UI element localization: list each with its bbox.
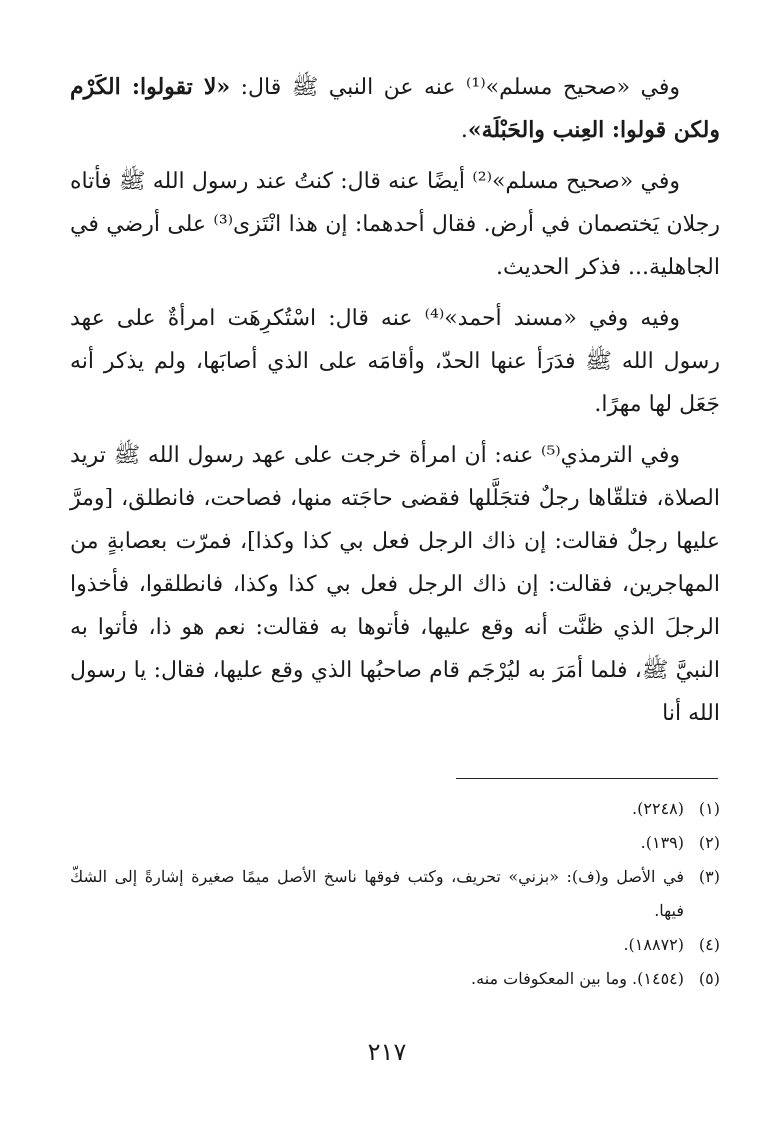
footnote-text: (٢٢٤٨). — [632, 799, 684, 818]
paragraph-1-intro: وفي «صحيح مسلم»⁽¹⁾ عنه عن النبي ﷺ قال: — [230, 75, 681, 100]
paragraph-1 — [70, 66, 720, 152]
page-body — [70, 66, 720, 743]
paragraph-1-end: . — [460, 118, 468, 143]
footnote-text: (١٣٩). — [640, 833, 684, 852]
page-number: ٢١٧ — [367, 1038, 407, 1066]
footnote-number: (٣) — [698, 867, 720, 886]
footnote-1 — [70, 792, 720, 826]
footnote-text: (١٨٨٧٢). — [623, 935, 684, 954]
paragraph-2: وفي «صحيح مسلم»⁽²⁾ أيضًا عنه قال: كنتُ عند رسول الله ﷺ فأتاه رجلان يَختصمان في أرض. فقال أحدهما: إن هذا انْتَزى⁽³⁾ على أرضي في الجاهلية... فذكر الحديث. — [70, 169, 720, 280]
footnote-text: (١٤٥٤). وما بين المعكوفات منه. — [471, 969, 684, 988]
footnote-separator — [456, 778, 718, 779]
footnote-number: (١) — [698, 799, 720, 818]
footnote-3 — [70, 860, 720, 928]
footnote-number: (٥) — [698, 969, 720, 988]
paragraph-4: وفي الترمذي⁽⁵⁾ عنه: أن امرأة خرجت على عهد رسول الله ﷺ تريد الصلاة، فتلقّاها رجلٌ فتجَلَّلها فقضى حاجَته منها، فصاحت، فانطلق، [ومرَّ عليها رجلٌ فقالت: إن ذاك الرجل فعل بي كذا وكذا]، فمرّت بعصابةٍ من المهاجرين، فقالت: إن ذاك الرجل فعل بي كذا وكذا، فانطلقوا، فأخذوا الرجلَ الذي ظنَّت أنه وقع عليها، فأتوها به فقالت: نعم هو ذا، فأتوا به النبيَّ ﷺ، فلما أمَرَ به ليُرْجَم قام صاحبُها الذي وقع عليها، فقال: يا رسول الله أنا — [70, 443, 720, 726]
footnote-5 — [70, 962, 720, 996]
footnotes — [70, 792, 720, 996]
footnote-number: (٢) — [698, 833, 720, 852]
paragraph-1-hadith-quote: «لا تقولوا: الكَرْم ولكن قولوا: العِنب والحَبْلَة» — [70, 74, 720, 143]
footnote-text: في الأصل و(ف): «بزني» تحريف، وكتب فوقها ناسخ الأصل ميمًا صغيرة إشارةً إلى الشكّ فيها. — [70, 867, 684, 920]
footnote-2 — [70, 826, 720, 860]
footnote-4 — [70, 928, 720, 962]
paragraph-3: وفيه وفي «مسند أحمد»⁽⁴⁾ عنه قال: اسْتُكرِهَت امرأةٌ على عهد رسول الله ﷺ فدَرَأ عنها الحدّ، وأقامَه على الذي أصابَها، ولم يذكر أنه جَعَل لها مهرًا. — [70, 306, 720, 417]
footnote-number: (٤) — [698, 935, 720, 954]
